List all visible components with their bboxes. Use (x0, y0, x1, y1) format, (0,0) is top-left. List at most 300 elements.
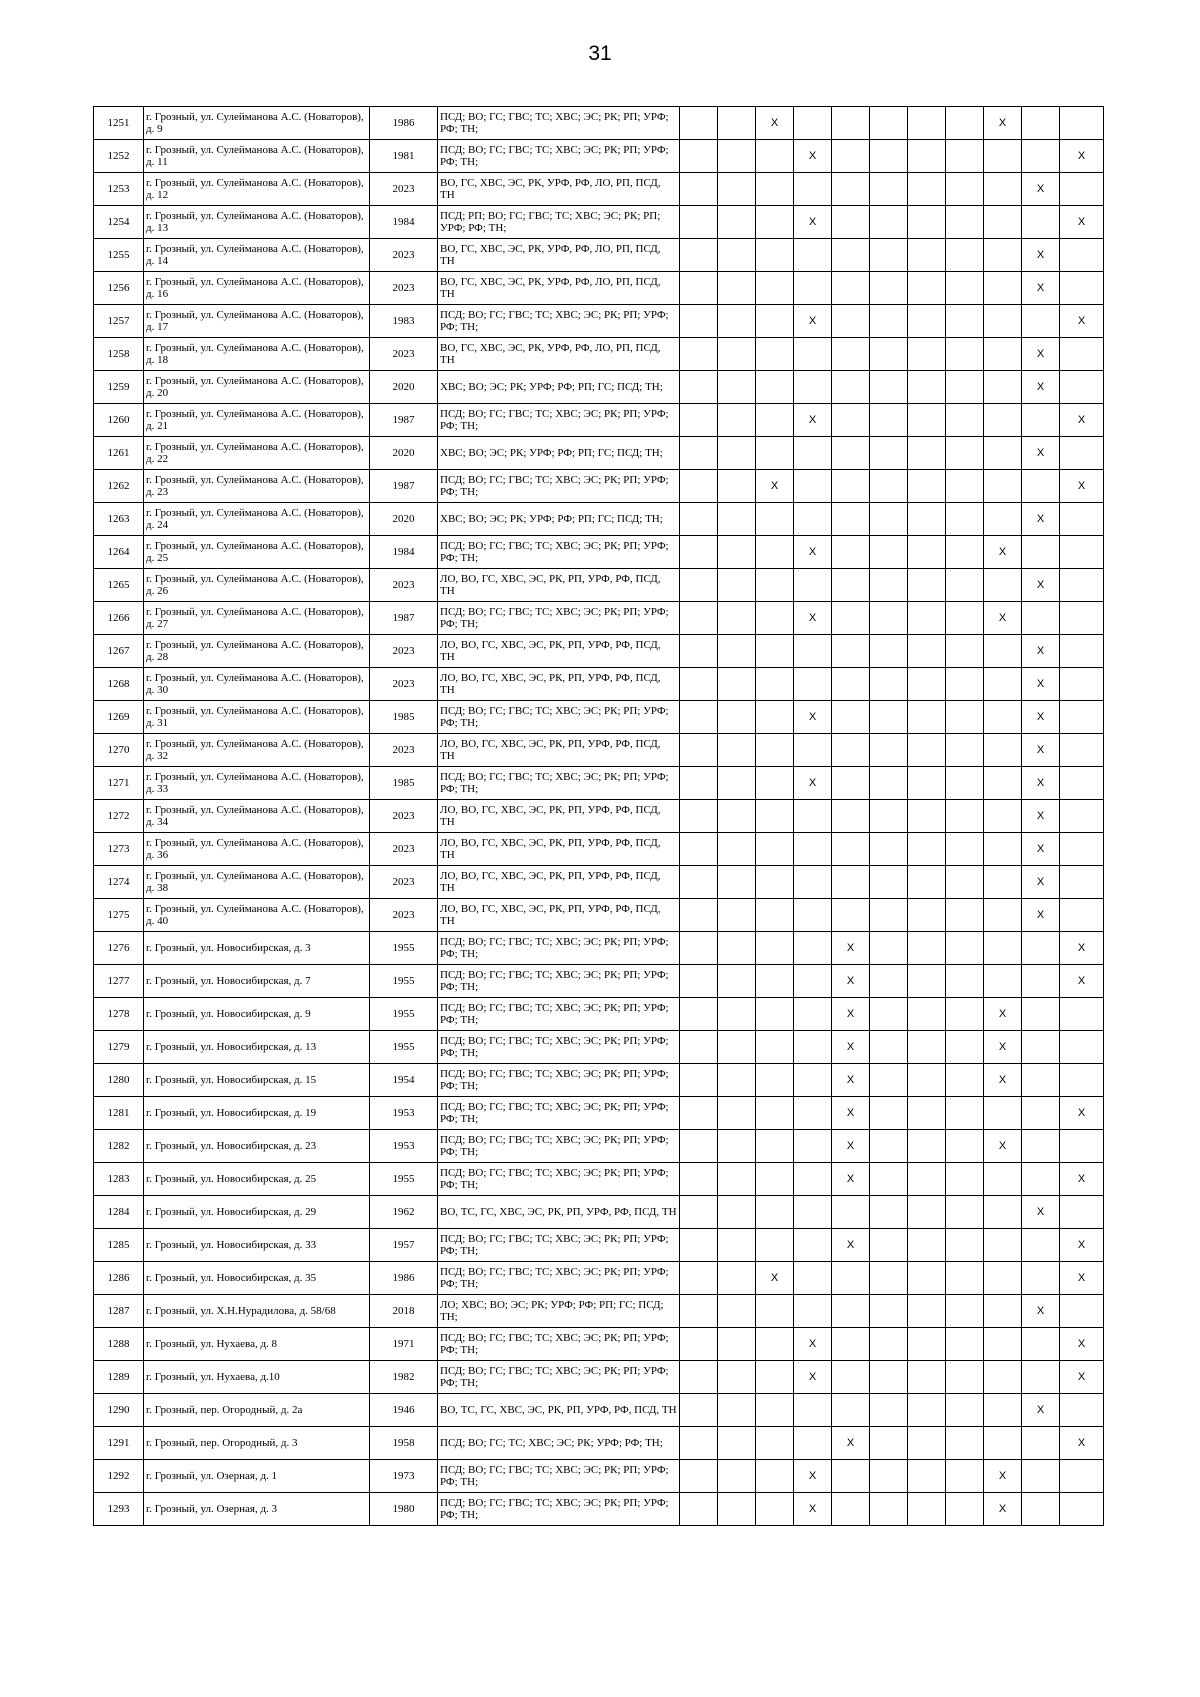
address-cell: г. Грозный, ул. Новосибирская, д. 7 (144, 965, 370, 998)
table-row (94, 305, 1104, 338)
mark-cell (680, 338, 718, 371)
mark-cell (908, 404, 946, 437)
mark-cell (870, 371, 908, 404)
mark-cell (680, 239, 718, 272)
mark-cell (984, 1295, 1022, 1328)
mark-cell (870, 1427, 908, 1460)
mark-cell: X (1022, 668, 1060, 701)
mark-cell (870, 668, 908, 701)
mark-cell (756, 1295, 794, 1328)
mark-cell (680, 371, 718, 404)
mark-cell: X (984, 1130, 1022, 1163)
row-number-cell: 1288 (94, 1328, 144, 1361)
address-cell: г. Грозный, ул. Сулейманова А.С. (Новаторов), д. 17 (144, 305, 370, 338)
mark-cell (984, 800, 1022, 833)
mark-cell (718, 1427, 756, 1460)
mark-cell (794, 272, 832, 305)
mark-cell (984, 1394, 1022, 1427)
mark-cell (718, 1328, 756, 1361)
works-cell: ПСД; ВО; ГС; ГВС; ТС; ХВС; ЭС; РК; РП; УРФ; РФ; ТН; (438, 932, 680, 965)
mark-cell (718, 239, 756, 272)
row-number-cell: 1252 (94, 140, 144, 173)
mark-cell: X (1022, 1394, 1060, 1427)
mark-cell (680, 866, 718, 899)
table-row (94, 1031, 1104, 1064)
mark-cell (680, 536, 718, 569)
mark-cell (718, 1262, 756, 1295)
mark-cell (984, 1163, 1022, 1196)
mark-cell (870, 701, 908, 734)
mark-cell (680, 1130, 718, 1163)
mark-cell (756, 635, 794, 668)
mark-cell (794, 1031, 832, 1064)
mark-cell: X (1060, 965, 1104, 998)
mark-cell (1022, 1427, 1060, 1460)
address-cell: г. Грозный, ул. Новосибирская, д. 19 (144, 1097, 370, 1130)
mark-cell (718, 536, 756, 569)
mark-cell (718, 1493, 756, 1526)
mark-cell (984, 206, 1022, 239)
table-row (94, 140, 1104, 173)
works-cell: ПСД; ВО; ГС; ГВС; ТС; ХВС; ЭС; РК; РП; УРФ; РФ; ТН; (438, 140, 680, 173)
mark-cell (984, 1097, 1022, 1130)
row-number-cell: 1277 (94, 965, 144, 998)
mark-cell (680, 305, 718, 338)
row-number-cell: 1273 (94, 833, 144, 866)
mark-cell (870, 1394, 908, 1427)
mark-cell: X (1060, 470, 1104, 503)
table-row (94, 206, 1104, 239)
mark-cell: X (1060, 932, 1104, 965)
works-cell: ВО, ГС, ХВС, ЭС, РК, УРФ, РФ, ЛО, РП, ПСД, ТН (438, 173, 680, 206)
mark-cell (984, 965, 1022, 998)
mark-cell (946, 965, 984, 998)
row-number-cell: 1279 (94, 1031, 144, 1064)
mark-cell: X (832, 1130, 870, 1163)
mark-cell: X (1060, 1229, 1104, 1262)
mark-cell (946, 1328, 984, 1361)
works-cell: ЛО, ВО, ГС, ХВС, ЭС, РК, РП, УРФ, РФ, ПСД, ТН (438, 833, 680, 866)
address-cell: г. Грозный, ул. Новосибирская, д. 13 (144, 1031, 370, 1064)
mark-cell (680, 602, 718, 635)
mark-cell (756, 338, 794, 371)
year-cell: 2020 (370, 371, 438, 404)
mark-cell (794, 1130, 832, 1163)
mark-cell: X (1022, 767, 1060, 800)
mark-cell (718, 602, 756, 635)
address-cell: г. Грозный, ул. Сулейманова А.С. (Новаторов), д. 25 (144, 536, 370, 569)
year-cell: 1985 (370, 701, 438, 734)
row-number-cell: 1283 (94, 1163, 144, 1196)
mark-cell (908, 206, 946, 239)
mark-cell (832, 239, 870, 272)
mark-cell (794, 1394, 832, 1427)
year-cell: 2023 (370, 338, 438, 371)
mark-cell (946, 140, 984, 173)
year-cell: 1980 (370, 1493, 438, 1526)
mark-cell (756, 767, 794, 800)
mark-cell: X (984, 998, 1022, 1031)
mark-cell (680, 701, 718, 734)
year-cell: 1962 (370, 1196, 438, 1229)
mark-cell (794, 1229, 832, 1262)
mark-cell (870, 503, 908, 536)
mark-cell (680, 1427, 718, 1460)
table-row (94, 1163, 1104, 1196)
mark-cell (984, 503, 1022, 536)
mark-cell (794, 1427, 832, 1460)
mark-cell: X (1022, 371, 1060, 404)
mark-cell (832, 470, 870, 503)
mark-cell (794, 998, 832, 1031)
row-number-cell: 1258 (94, 338, 144, 371)
mark-cell (680, 437, 718, 470)
mark-cell (1022, 1163, 1060, 1196)
mark-cell (1060, 734, 1104, 767)
mark-cell (1060, 239, 1104, 272)
mark-cell (1060, 1460, 1104, 1493)
works-cell: ПСД; ВО; ГС; ГВС; ТС; ХВС; ЭС; РК; РП; УРФ; РФ; ТН; (438, 470, 680, 503)
mark-cell (718, 371, 756, 404)
mark-cell (1022, 206, 1060, 239)
mark-cell (756, 701, 794, 734)
mark-cell (832, 1262, 870, 1295)
row-number-cell: 1261 (94, 437, 144, 470)
mark-cell (908, 1361, 946, 1394)
table-row (94, 1295, 1104, 1328)
row-number-cell: 1260 (94, 404, 144, 437)
works-cell: ПСД; ВО; ГС; ГВС; ТС; ХВС; ЭС; РК; РП; УРФ; РФ; ТН; (438, 1493, 680, 1526)
mark-cell (756, 668, 794, 701)
mark-cell (832, 1196, 870, 1229)
mark-cell (832, 305, 870, 338)
year-cell: 2023 (370, 668, 438, 701)
row-number-cell: 1284 (94, 1196, 144, 1229)
mark-cell (794, 965, 832, 998)
works-cell: ВО, ГС, ХВС, ЭС, РК, УРФ, РФ, ЛО, РП, ПСД, ТН (438, 239, 680, 272)
works-cell: ХВС; ВО; ЭС; РК; УРФ; РФ; РП; ГС; ПСД; ТН; (438, 503, 680, 536)
mark-cell (756, 1196, 794, 1229)
mark-cell (984, 272, 1022, 305)
mark-cell (908, 1427, 946, 1460)
mark-cell (984, 701, 1022, 734)
mark-cell (1060, 833, 1104, 866)
mark-cell (984, 635, 1022, 668)
mark-cell (946, 1493, 984, 1526)
mark-cell (946, 107, 984, 140)
mark-cell (870, 965, 908, 998)
mark-cell (756, 1031, 794, 1064)
mark-cell (832, 404, 870, 437)
row-number-cell: 1275 (94, 899, 144, 932)
mark-cell (870, 932, 908, 965)
mark-cell (1022, 1097, 1060, 1130)
mark-cell: X (1060, 206, 1104, 239)
mark-cell (870, 866, 908, 899)
mark-cell (680, 503, 718, 536)
mark-cell (756, 1130, 794, 1163)
mark-cell (756, 371, 794, 404)
mark-cell (794, 503, 832, 536)
mark-cell (832, 1394, 870, 1427)
mark-cell (946, 1196, 984, 1229)
mark-cell (832, 1460, 870, 1493)
year-cell: 1985 (370, 767, 438, 800)
mark-cell: X (794, 536, 832, 569)
mark-cell (680, 1295, 718, 1328)
year-cell: 1958 (370, 1427, 438, 1460)
mark-cell (680, 569, 718, 602)
mark-cell (756, 404, 794, 437)
row-number-cell: 1268 (94, 668, 144, 701)
works-cell: ВО, ТС, ГС, ХВС, ЭС, РК, РП, УРФ, РФ, ПСД, ТН (438, 1394, 680, 1427)
mark-cell: X (984, 1460, 1022, 1493)
row-number-cell: 1281 (94, 1097, 144, 1130)
mark-cell (718, 833, 756, 866)
mark-cell (1060, 173, 1104, 206)
table-row (94, 404, 1104, 437)
mark-cell (794, 668, 832, 701)
works-cell: ПСД; ВО; ГС; ГВС; ТС; ХВС; ЭС; РК; РП; УРФ; РФ; ТН; (438, 1097, 680, 1130)
row-number-cell: 1270 (94, 734, 144, 767)
table-row (94, 338, 1104, 371)
table-row (94, 668, 1104, 701)
mark-cell (984, 173, 1022, 206)
mark-cell (756, 998, 794, 1031)
mark-cell (718, 866, 756, 899)
year-cell: 2020 (370, 503, 438, 536)
mark-cell: X (1022, 338, 1060, 371)
mark-cell (870, 470, 908, 503)
mark-cell (1022, 1229, 1060, 1262)
mark-cell (718, 767, 756, 800)
address-cell: г. Грозный, ул. Новосибирская, д. 29 (144, 1196, 370, 1229)
works-cell: ПСД; РП; ВО; ГС; ГВС; ТС; ХВС; ЭС; РК; РП; УРФ; РФ; ТН; (438, 206, 680, 239)
mark-cell (832, 1328, 870, 1361)
mark-cell (908, 470, 946, 503)
address-cell: г. Грозный, ул. Нухаева, д.10 (144, 1361, 370, 1394)
mark-cell (718, 1460, 756, 1493)
mark-cell: X (1022, 734, 1060, 767)
row-number-cell: 1278 (94, 998, 144, 1031)
mark-cell (1022, 470, 1060, 503)
mark-cell (1022, 1328, 1060, 1361)
mark-cell (908, 602, 946, 635)
mark-cell (718, 569, 756, 602)
mark-cell: X (1022, 866, 1060, 899)
table-row (94, 899, 1104, 932)
year-cell: 1987 (370, 470, 438, 503)
mark-cell (832, 833, 870, 866)
mark-cell (756, 602, 794, 635)
mark-cell (946, 866, 984, 899)
mark-cell: X (832, 1427, 870, 1460)
mark-cell (984, 767, 1022, 800)
mark-cell (984, 668, 1022, 701)
mark-cell: X (794, 305, 832, 338)
mark-cell (908, 1031, 946, 1064)
mark-cell (680, 1361, 718, 1394)
mark-cell: X (984, 1493, 1022, 1526)
mark-cell (984, 899, 1022, 932)
table-row (94, 965, 1104, 998)
address-cell: г. Грозный, ул. Сулейманова А.С. (Новаторов), д. 16 (144, 272, 370, 305)
mark-cell: X (832, 932, 870, 965)
mark-cell (946, 437, 984, 470)
mark-cell (718, 305, 756, 338)
mark-cell (794, 569, 832, 602)
mark-cell (794, 437, 832, 470)
mark-cell (1060, 668, 1104, 701)
mark-cell (756, 866, 794, 899)
mark-cell (870, 536, 908, 569)
mark-cell: X (1022, 239, 1060, 272)
mark-cell (908, 536, 946, 569)
mark-cell (756, 734, 794, 767)
mark-cell (718, 998, 756, 1031)
year-cell: 1984 (370, 536, 438, 569)
mark-cell: X (794, 140, 832, 173)
mark-cell (870, 1361, 908, 1394)
table-row (94, 107, 1104, 140)
mark-cell (870, 569, 908, 602)
works-cell: ПСД; ВО; ГС; ГВС; ТС; ХВС; ЭС; РК; РП; УРФ; РФ; ТН; (438, 701, 680, 734)
mark-cell (946, 998, 984, 1031)
mark-cell (946, 503, 984, 536)
row-number-cell: 1254 (94, 206, 144, 239)
year-cell: 2023 (370, 833, 438, 866)
mark-cell (870, 800, 908, 833)
row-number-cell: 1291 (94, 1427, 144, 1460)
address-cell: г. Грозный, ул. Новосибирская, д. 15 (144, 1064, 370, 1097)
row-number-cell: 1282 (94, 1130, 144, 1163)
mark-cell (794, 1295, 832, 1328)
table-row (94, 1130, 1104, 1163)
mark-cell (946, 1262, 984, 1295)
mark-cell (908, 1196, 946, 1229)
year-cell: 1953 (370, 1097, 438, 1130)
mark-cell (908, 734, 946, 767)
table-row (94, 1229, 1104, 1262)
year-cell: 1973 (370, 1460, 438, 1493)
mark-cell (718, 1196, 756, 1229)
mark-cell (756, 239, 794, 272)
mark-cell (756, 1097, 794, 1130)
mark-cell (756, 1460, 794, 1493)
registry-table (93, 106, 1104, 1526)
address-cell: г. Грозный, ул. Сулейманова А.С. (Новаторов), д. 22 (144, 437, 370, 470)
works-cell: ПСД; ВО; ГС; ГВС; ТС; ХВС; ЭС; РК; РП; УРФ; РФ; ТН; (438, 1229, 680, 1262)
mark-cell (946, 1064, 984, 1097)
mark-cell (870, 734, 908, 767)
mark-cell (946, 1130, 984, 1163)
row-number-cell: 1253 (94, 173, 144, 206)
mark-cell (832, 140, 870, 173)
address-cell: г. Грозный, ул. Новосибирская, д. 35 (144, 1262, 370, 1295)
table-row (94, 1493, 1104, 1526)
mark-cell (946, 404, 984, 437)
row-number-cell: 1265 (94, 569, 144, 602)
mark-cell (718, 107, 756, 140)
mark-cell (1060, 1196, 1104, 1229)
mark-cell (832, 899, 870, 932)
year-cell: 2023 (370, 866, 438, 899)
mark-cell (832, 371, 870, 404)
mark-cell: X (832, 1097, 870, 1130)
mark-cell (718, 1031, 756, 1064)
mark-cell (832, 536, 870, 569)
mark-cell: X (1060, 140, 1104, 173)
mark-cell (946, 701, 984, 734)
mark-cell (946, 602, 984, 635)
mark-cell: X (794, 602, 832, 635)
mark-cell (680, 965, 718, 998)
mark-cell: X (794, 1328, 832, 1361)
mark-cell (908, 1394, 946, 1427)
works-cell: ПСД; ВО; ГС; ГВС; ТС; ХВС; ЭС; РК; РП; УРФ; РФ; ТН; (438, 1460, 680, 1493)
mark-cell (946, 800, 984, 833)
year-cell: 1955 (370, 998, 438, 1031)
table-row (94, 833, 1104, 866)
mark-cell (870, 1196, 908, 1229)
mark-cell (832, 734, 870, 767)
row-number-cell: 1266 (94, 602, 144, 635)
mark-cell: X (794, 1460, 832, 1493)
mark-cell (1060, 569, 1104, 602)
mark-cell: X (1022, 569, 1060, 602)
table-row (94, 1097, 1104, 1130)
table-row (94, 1394, 1104, 1427)
mark-cell (680, 107, 718, 140)
mark-cell (680, 767, 718, 800)
row-number-cell: 1272 (94, 800, 144, 833)
works-cell: ВО, ГС, ХВС, ЭС, РК, УРФ, РФ, ЛО, РП, ПСД, ТН (438, 338, 680, 371)
year-cell: 1983 (370, 305, 438, 338)
mark-cell (680, 1031, 718, 1064)
mark-cell: X (1022, 1196, 1060, 1229)
mark-cell (1022, 536, 1060, 569)
address-cell: г. Грозный, ул. Сулейманова А.С. (Новаторов), д. 36 (144, 833, 370, 866)
mark-cell (870, 1031, 908, 1064)
mark-cell: X (1060, 305, 1104, 338)
mark-cell (680, 1460, 718, 1493)
mark-cell (756, 1493, 794, 1526)
mark-cell (908, 932, 946, 965)
mark-cell (680, 173, 718, 206)
mark-cell (908, 1064, 946, 1097)
mark-cell (680, 1328, 718, 1361)
row-number-cell: 1290 (94, 1394, 144, 1427)
mark-cell (794, 239, 832, 272)
table-row (94, 1460, 1104, 1493)
mark-cell (946, 1361, 984, 1394)
mark-cell (1022, 602, 1060, 635)
mark-cell (1022, 305, 1060, 338)
works-cell: ПСД; ВО; ГС; ГВС; ТС; ХВС; ЭС; РК; РП; УРФ; РФ; ТН; (438, 965, 680, 998)
row-number-cell: 1251 (94, 107, 144, 140)
row-number-cell: 1285 (94, 1229, 144, 1262)
mark-cell (680, 1064, 718, 1097)
mark-cell (756, 1427, 794, 1460)
mark-cell (1060, 503, 1104, 536)
mark-cell (870, 338, 908, 371)
mark-cell (908, 1295, 946, 1328)
address-cell: г. Грозный, пер. Огородный, д. 3 (144, 1427, 370, 1460)
row-number-cell: 1276 (94, 932, 144, 965)
table-row (94, 371, 1104, 404)
works-cell: ПСД; ВО; ГС; ГВС; ТС; ХВС; ЭС; РК; РП; УРФ; РФ; ТН; (438, 1130, 680, 1163)
mark-cell (832, 1493, 870, 1526)
